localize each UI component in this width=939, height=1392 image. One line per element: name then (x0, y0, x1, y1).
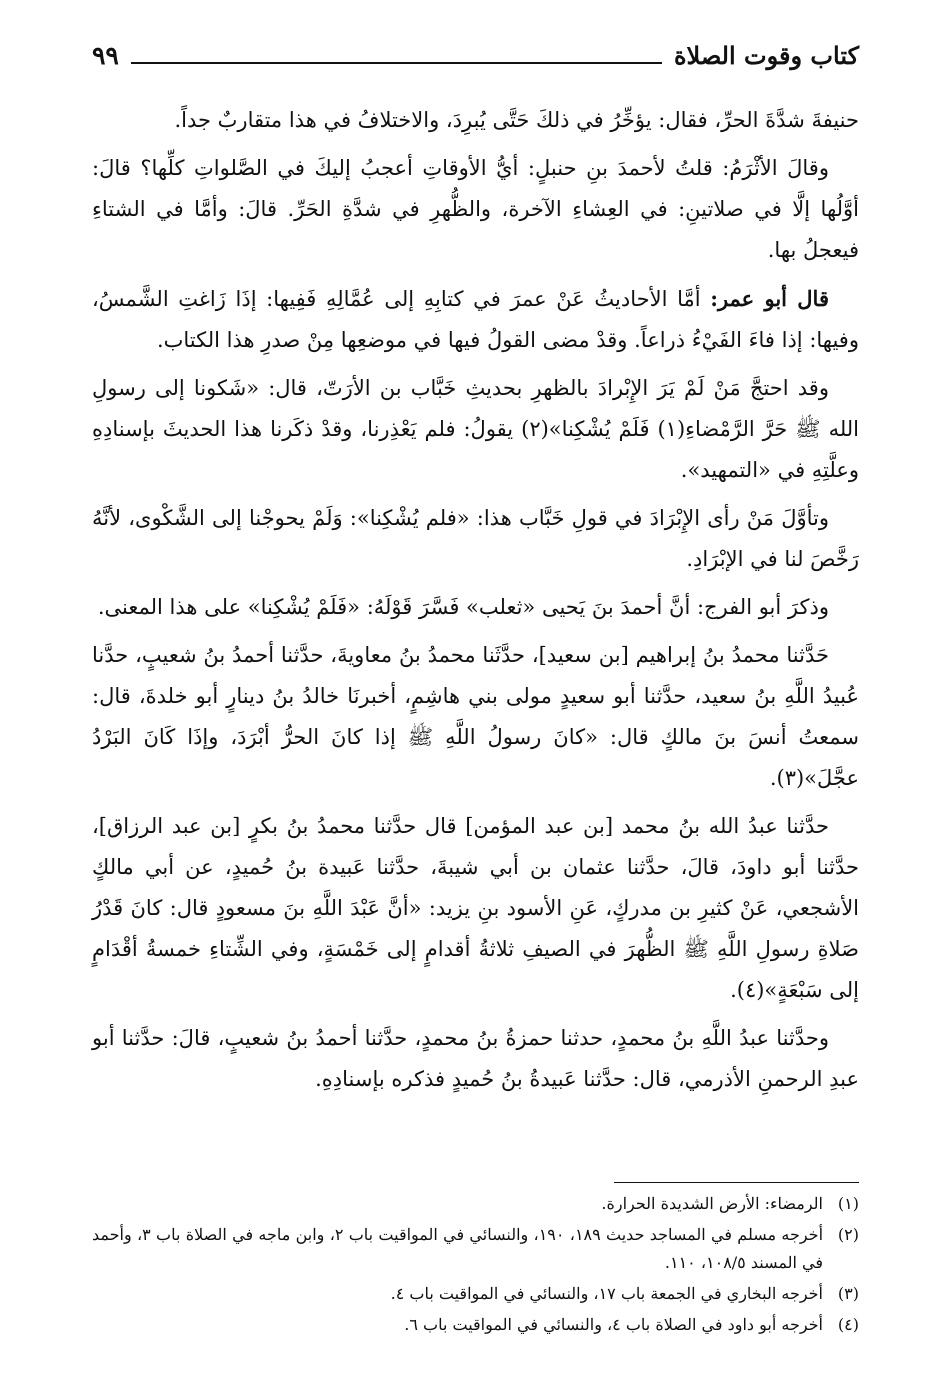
footnote-number: (٤) (837, 1315, 859, 1334)
speaker-label: قال أبو عمر: (710, 286, 829, 311)
paragraph-7 (92, 635, 859, 799)
footnote-4 (92, 1311, 859, 1339)
paragraph-8 (92, 806, 859, 1011)
footnote-number: (١) (837, 1194, 859, 1213)
footnote-number: (٢) (837, 1225, 860, 1244)
paragraph-text: وتأوَّلَ مَنْ رأى الإِبْرَادَ في قولِ خَبَّاب هذا: «فلم يُشْكِنا»: وَلَمْ يحوجْنا إلى الشَّكْوى، لأنَّهُ رَخَّصَ لنا في الإبْرَادِ. (92, 506, 859, 571)
footnote-text: أخرجه أبو داود في الصلاة باب ٤، والنسائي في المواقيت باب ٦. (404, 1315, 823, 1334)
paragraph-text: وذكرَ أبو الفرج: أنَّ أحمدَ بنَ يَحيى «ثعلب» فَسَّرَ قَوْلَهُ: «فَلَمْ يُشْكِنا» على هذا المعنى. (97, 595, 829, 619)
paragraph-1 (92, 100, 859, 141)
paragraph-2 (92, 148, 859, 271)
running-title: كتاب وقوت الصلاة (673, 41, 859, 70)
paragraph-3 (92, 278, 859, 361)
footnote-number: (٣) (837, 1284, 859, 1303)
footnote-3 (92, 1280, 859, 1308)
paragraph-text: حَدَّثنا محمدُ بنُ إبراهيم [بن سعيد]، حدَّثَنا محمدُ بنُ معاويةَ، حدَّثنا أحمدُ بنُ شعيبٍ، حدَّنا عُبيدُ اللَّهِ بنُ سعيد، حدَّثنا أبو سعيدٍ مولى بني هاشِمٍ، أخبرنَا خالدُ بنُ دينارٍ أبو خلدةَ، قال: سمعتُ أنسَ بنَ مالكٍ قال: «كانَ رسولُ اللَّهِ ﷺ إذا كانَ الحرُّ أبْرَدَ، وإذَا كَانَ البَرْدُ عجَّلَ»(٣). (92, 643, 859, 790)
paragraph-5 (92, 498, 859, 580)
page-header (92, 28, 859, 68)
body-text (92, 100, 859, 1107)
paragraph-6 (92, 587, 859, 628)
footnotes (92, 1190, 859, 1342)
paragraph-text: أمَّا الأحاديثُ عَنْ عمرَ في كتابِهِ إلى عُمَّالِهِ فَفِيها: إذَا زَاغتِ الشَّمسُ، وفيها: إذا فاءَ الفَيْءُ ذراعاً. وقدْ مضى القولُ فيها في موضعِها مِنْ صدرِ هذا الكتاب. (92, 287, 859, 352)
paragraph-text: حدَّثنا عبدُ الله بنُ محمد [بن عبد المؤمن] قال حدَّثنا محمدُ بنُ بكرٍ [بن عبد الرزاق]، حدَّثنا أبو داودَ، قالَ، حدَّثنا عثمان بن أبي شيبةَ، حدَّثنا عَبيدة بنُ حُميدٍ، عن أبي مالكٍ الأشجعي، عَنْ كثيرِ بن مدركٍ، عَنِ الأسود بنِ يزيد: «أنَّ عَبْدَ اللَّهِ بنَ مسعودٍ قال: كانَ قَدْرُ صَلاةِ رسولِ اللَّهِ ﷺ الظُّهرَ في الصيفِ ثلاثةُ أقدامٍ إلى خَمْسَةٍ، وفي الشِّتاءِ خمسةُ أقْدَامٍ إلى سَبْعَةٍ»(٤). (92, 814, 859, 1002)
paragraph-text: وقد احتجَّ مَنْ لَمْ يَرَ الإِبْرادَ بالظهرِ بحديثِ خَبَّاب بن الأرَتّ، قال: «شَكونا إلى رسولِ الله ﷺ حَرَّ الرَّمْضاءِ(١) فَلَمْ يُشْكِنا»(٢) يقولُ: فلم يَعْذِرنا، وقدْ ذكَرنا هذا الحديثَ بإسنادِهِ وعلَّتِهِ في «التمهيد». (92, 376, 860, 482)
paragraph-4 (92, 368, 859, 491)
paragraph-text: وقالَ الأثْرَمُ: قلتُ لأحمدَ بنِ حنبلٍ: أيُّ الأوقاتِ أعجبُ إليكَ في الصَّلواتِ كلِّها؟ قالَ: أوَّلُها إلَّا في صلاتينِ: في العِشاءِ الآخرة، والظُّهرِ في شدَّةِ الحَرِّ. قالَ: وأمَّا في الشتاءِ فيعجلُ بها. (92, 156, 859, 262)
footnote-text: أخرجه مسلم في المساجد حديث ١٨٩، ١٩٠، والنسائي في المواقيت باب ٢، وابن ماجه في الصلاة باب ٣، وأحمد في المسند ١٠٨/٥، ١١٠. (92, 1225, 824, 1272)
paragraph-9 (92, 1018, 859, 1100)
footnote-2 (92, 1221, 859, 1277)
paragraph-text: حنيفةَ شدَّةَ الحرِّ، فقال: يؤخِّرُ في ذلكَ حَتَّى يُبرِدَ، والاختلافُ في هذا متقاربٌ جداً. (174, 108, 859, 132)
footnote-text: الرمضاء: الأرض الشديدة الحرارة. (601, 1194, 823, 1213)
footnote-rule (614, 1182, 859, 1183)
footnote-1 (92, 1190, 859, 1218)
footnote-text: أخرجه البخاري في الجمعة باب ١٧، والنسائي في المواقيت باب ٤. (390, 1284, 823, 1303)
header-rule (131, 62, 662, 64)
paragraph-text: وحدَّثنا عبدُ اللَّهِ بنُ محمدٍ، حدثنا حمزةُ بنُ محمدٍ، حدَّثنا أحمدُ بنُ شعيبٍ، قالَ: حدَّثنا أبو عبدِ الرحمنِ الأذرمي، قال: حدَّثنا عَبيدةُ بنُ حُميدٍ فذكره بإسنادِهِ. (92, 1026, 859, 1091)
page-number: ٩٩ (92, 41, 119, 70)
